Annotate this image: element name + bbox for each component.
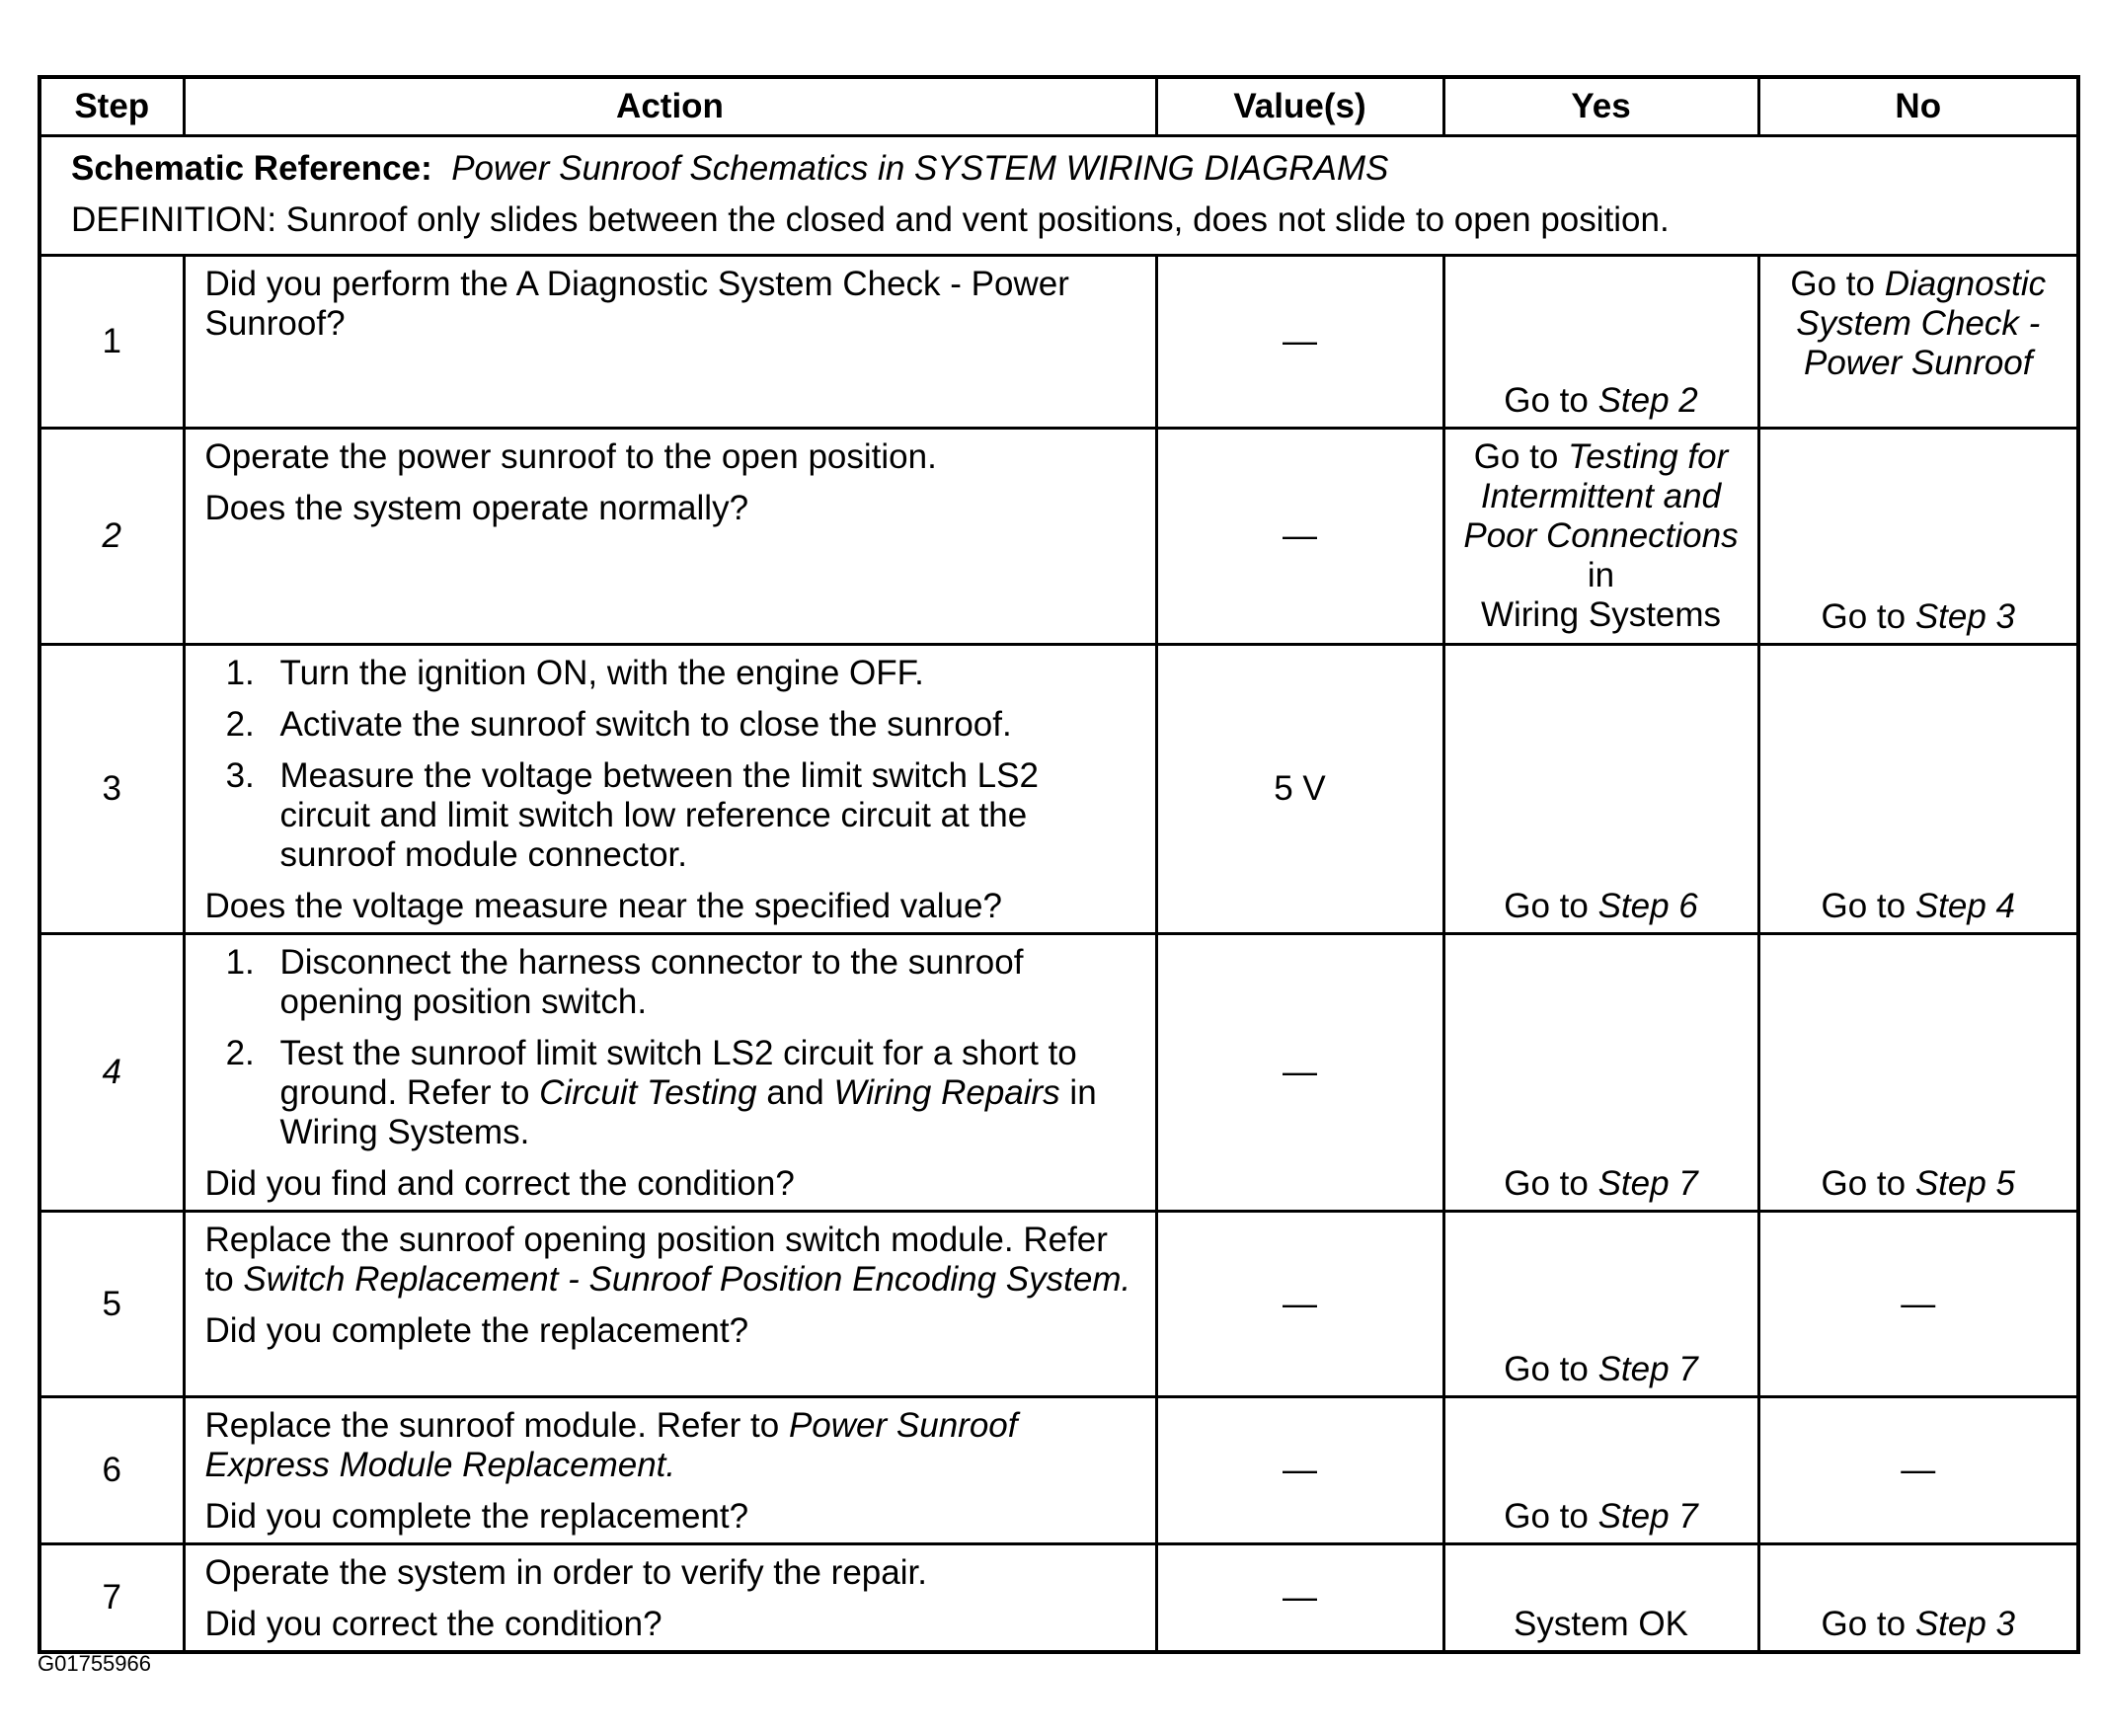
table-row — [39, 256, 2078, 429]
table-row — [39, 1544, 2078, 1653]
yes-cell: Go to Step 7 — [1443, 934, 1758, 1212]
header-row — [39, 77, 2078, 136]
system-ok-text: System OK — [1514, 1605, 1688, 1643]
step-number: 3 — [39, 645, 184, 934]
step-link[interactable]: Step 3 — [1914, 597, 2016, 636]
yes-cell: Go to Testing for Intermittent and Poor Connections in Wiring Systems — [1443, 429, 1758, 645]
action-text: Replace the sunroof opening position switch module. Refer to Switch Replacement - Sunroof Position Encoding System. — [204, 1221, 1131, 1299]
header-yes: Yes — [1443, 77, 1758, 136]
procedure-list — [205, 943, 1135, 1152]
yes-cell: Go to Step 6 — [1443, 645, 1758, 934]
value-cell: — — [1156, 1397, 1443, 1544]
action-text: Operate the power sunroof to the open position. — [204, 437, 937, 476]
module-replacement-link[interactable]: Power Sunroof Express Module Replacement. — [204, 1406, 1018, 1484]
no-cell: Go to Step 3 — [1758, 1544, 2078, 1653]
step-link[interactable]: Step 6 — [1597, 887, 1698, 925]
procedure-item: 1. Turn the ignition ON, with the engine OFF. — [265, 654, 1135, 693]
reference-cell — [39, 136, 2078, 256]
action-text: Did you perform the A Diagnostic System Check - Power Sunroof? — [204, 265, 1069, 343]
action-cell — [184, 1544, 1156, 1653]
value-cell: 5 V — [1156, 645, 1443, 934]
step-number: 2 — [39, 429, 184, 645]
schematic-link[interactable]: Power Sunroof Schematics in SYSTEM WIRING DIAGRAMS — [451, 149, 1389, 188]
action-cell — [184, 934, 1156, 1212]
action-text: Replace the sunroof module. Refer to Power Sunroof Express Module Replacement. — [204, 1406, 1018, 1484]
circuit-testing-link[interactable]: Circuit Testing — [539, 1073, 757, 1112]
yes-cell: Go to Step 7 — [1443, 1212, 1758, 1397]
action-cell — [184, 429, 1156, 645]
value-cell: — — [1156, 934, 1443, 1212]
reference-row — [39, 136, 2078, 256]
step-link[interactable]: Step 5 — [1914, 1164, 2016, 1203]
no-cell: Go to Step 5 — [1758, 934, 2078, 1212]
schematic-reference — [71, 143, 2047, 195]
table-row — [39, 1212, 2078, 1397]
table-row — [39, 645, 2078, 934]
value-cell: — — [1156, 1212, 1443, 1397]
value-cell: — — [1156, 256, 1443, 429]
step-number: 7 — [39, 1544, 184, 1653]
step-link[interactable]: Step 2 — [1597, 381, 1698, 420]
yes-cell: Go to Step 2 — [1443, 256, 1758, 429]
no-cell: Go to Step 4 — [1758, 645, 2078, 934]
action-text: Operate the system in order to verify the repair. — [204, 1553, 927, 1592]
step-link[interactable]: Step 7 — [1597, 1497, 1698, 1536]
schematic-label: Schematic Reference: — [71, 149, 432, 188]
diagnostic-table — [38, 75, 2080, 1654]
table-row — [39, 934, 2078, 1212]
figure-code: G01755966 — [38, 1651, 151, 1676]
no-cell: Go to Step 3 — [1758, 429, 2078, 645]
procedure-item: 2. Activate the sunroof switch to close the sunroof. — [265, 705, 1135, 745]
step-number: 5 — [39, 1212, 184, 1397]
no-cell: — — [1758, 1212, 2078, 1397]
testing-link[interactable]: Testing for Intermittent and Poor Connections — [1463, 437, 1739, 555]
procedure-item: 1. Disconnect the harness connector to the sunroof opening position switch. — [265, 943, 1135, 1022]
action-cell — [184, 1397, 1156, 1544]
action-cell — [184, 256, 1156, 429]
action-question: Did you complete the replacement? — [204, 1497, 749, 1536]
procedure-list — [205, 654, 1135, 875]
action-question: Does the system operate normally? — [204, 489, 749, 527]
step-link[interactable]: Step 7 — [1597, 1350, 1698, 1388]
header-no: No — [1758, 77, 2078, 136]
diagnostic-check-link[interactable]: Diagnostic System Check - Power Sunroof — [1796, 265, 2047, 382]
step-link[interactable]: Step 4 — [1914, 887, 2016, 925]
yes-cell — [1443, 1544, 1758, 1653]
header-step: Step — [39, 77, 184, 136]
procedure-item: 3. Measure the voltage between the limit switch LS2 circuit and limit switch low reference circuit at the sunroof module connector. — [265, 756, 1135, 875]
step-link[interactable]: Step 3 — [1914, 1605, 2016, 1643]
no-cell: — — [1758, 1397, 2078, 1544]
table-row — [39, 429, 2078, 645]
value-cell: — — [1156, 429, 1443, 645]
definition-text: DEFINITION: Sunroof only slides between the closed and vent positions, does not slide to open position. — [71, 200, 1670, 239]
wiring-repairs-link[interactable]: Wiring Repairs — [833, 1073, 1060, 1112]
action-question: Did you correct the condition? — [204, 1605, 662, 1643]
yes-cell: Go to Step 7 — [1443, 1397, 1758, 1544]
step-number: 1 — [39, 256, 184, 429]
action-question: Did you find and correct the condition? — [204, 1164, 795, 1203]
table-row — [39, 1397, 2078, 1544]
action-question: Does the voltage measure near the specified value? — [204, 887, 1002, 925]
header-values: Value(s) — [1156, 77, 1443, 136]
step-number: 4 — [39, 934, 184, 1212]
step-link[interactable]: Step 7 — [1597, 1164, 1698, 1203]
procedure-item: 2. Test the sunroof limit switch LS2 circuit for a short to ground. Refer to Circuit Testing and Wiring Repairs in Wiring Systems. — [265, 1034, 1135, 1152]
action-cell — [184, 645, 1156, 934]
no-cell: Go to Diagnostic System Check - Power Sunroof — [1758, 256, 2078, 429]
header-action: Action — [184, 77, 1156, 136]
switch-replacement-link[interactable]: Switch Replacement - Sunroof Position Encoding System. — [243, 1260, 1131, 1299]
action-question: Did you complete the replacement? — [204, 1311, 749, 1350]
action-cell — [184, 1212, 1156, 1397]
value-cell: — — [1156, 1544, 1443, 1653]
step-number: 6 — [39, 1397, 184, 1544]
